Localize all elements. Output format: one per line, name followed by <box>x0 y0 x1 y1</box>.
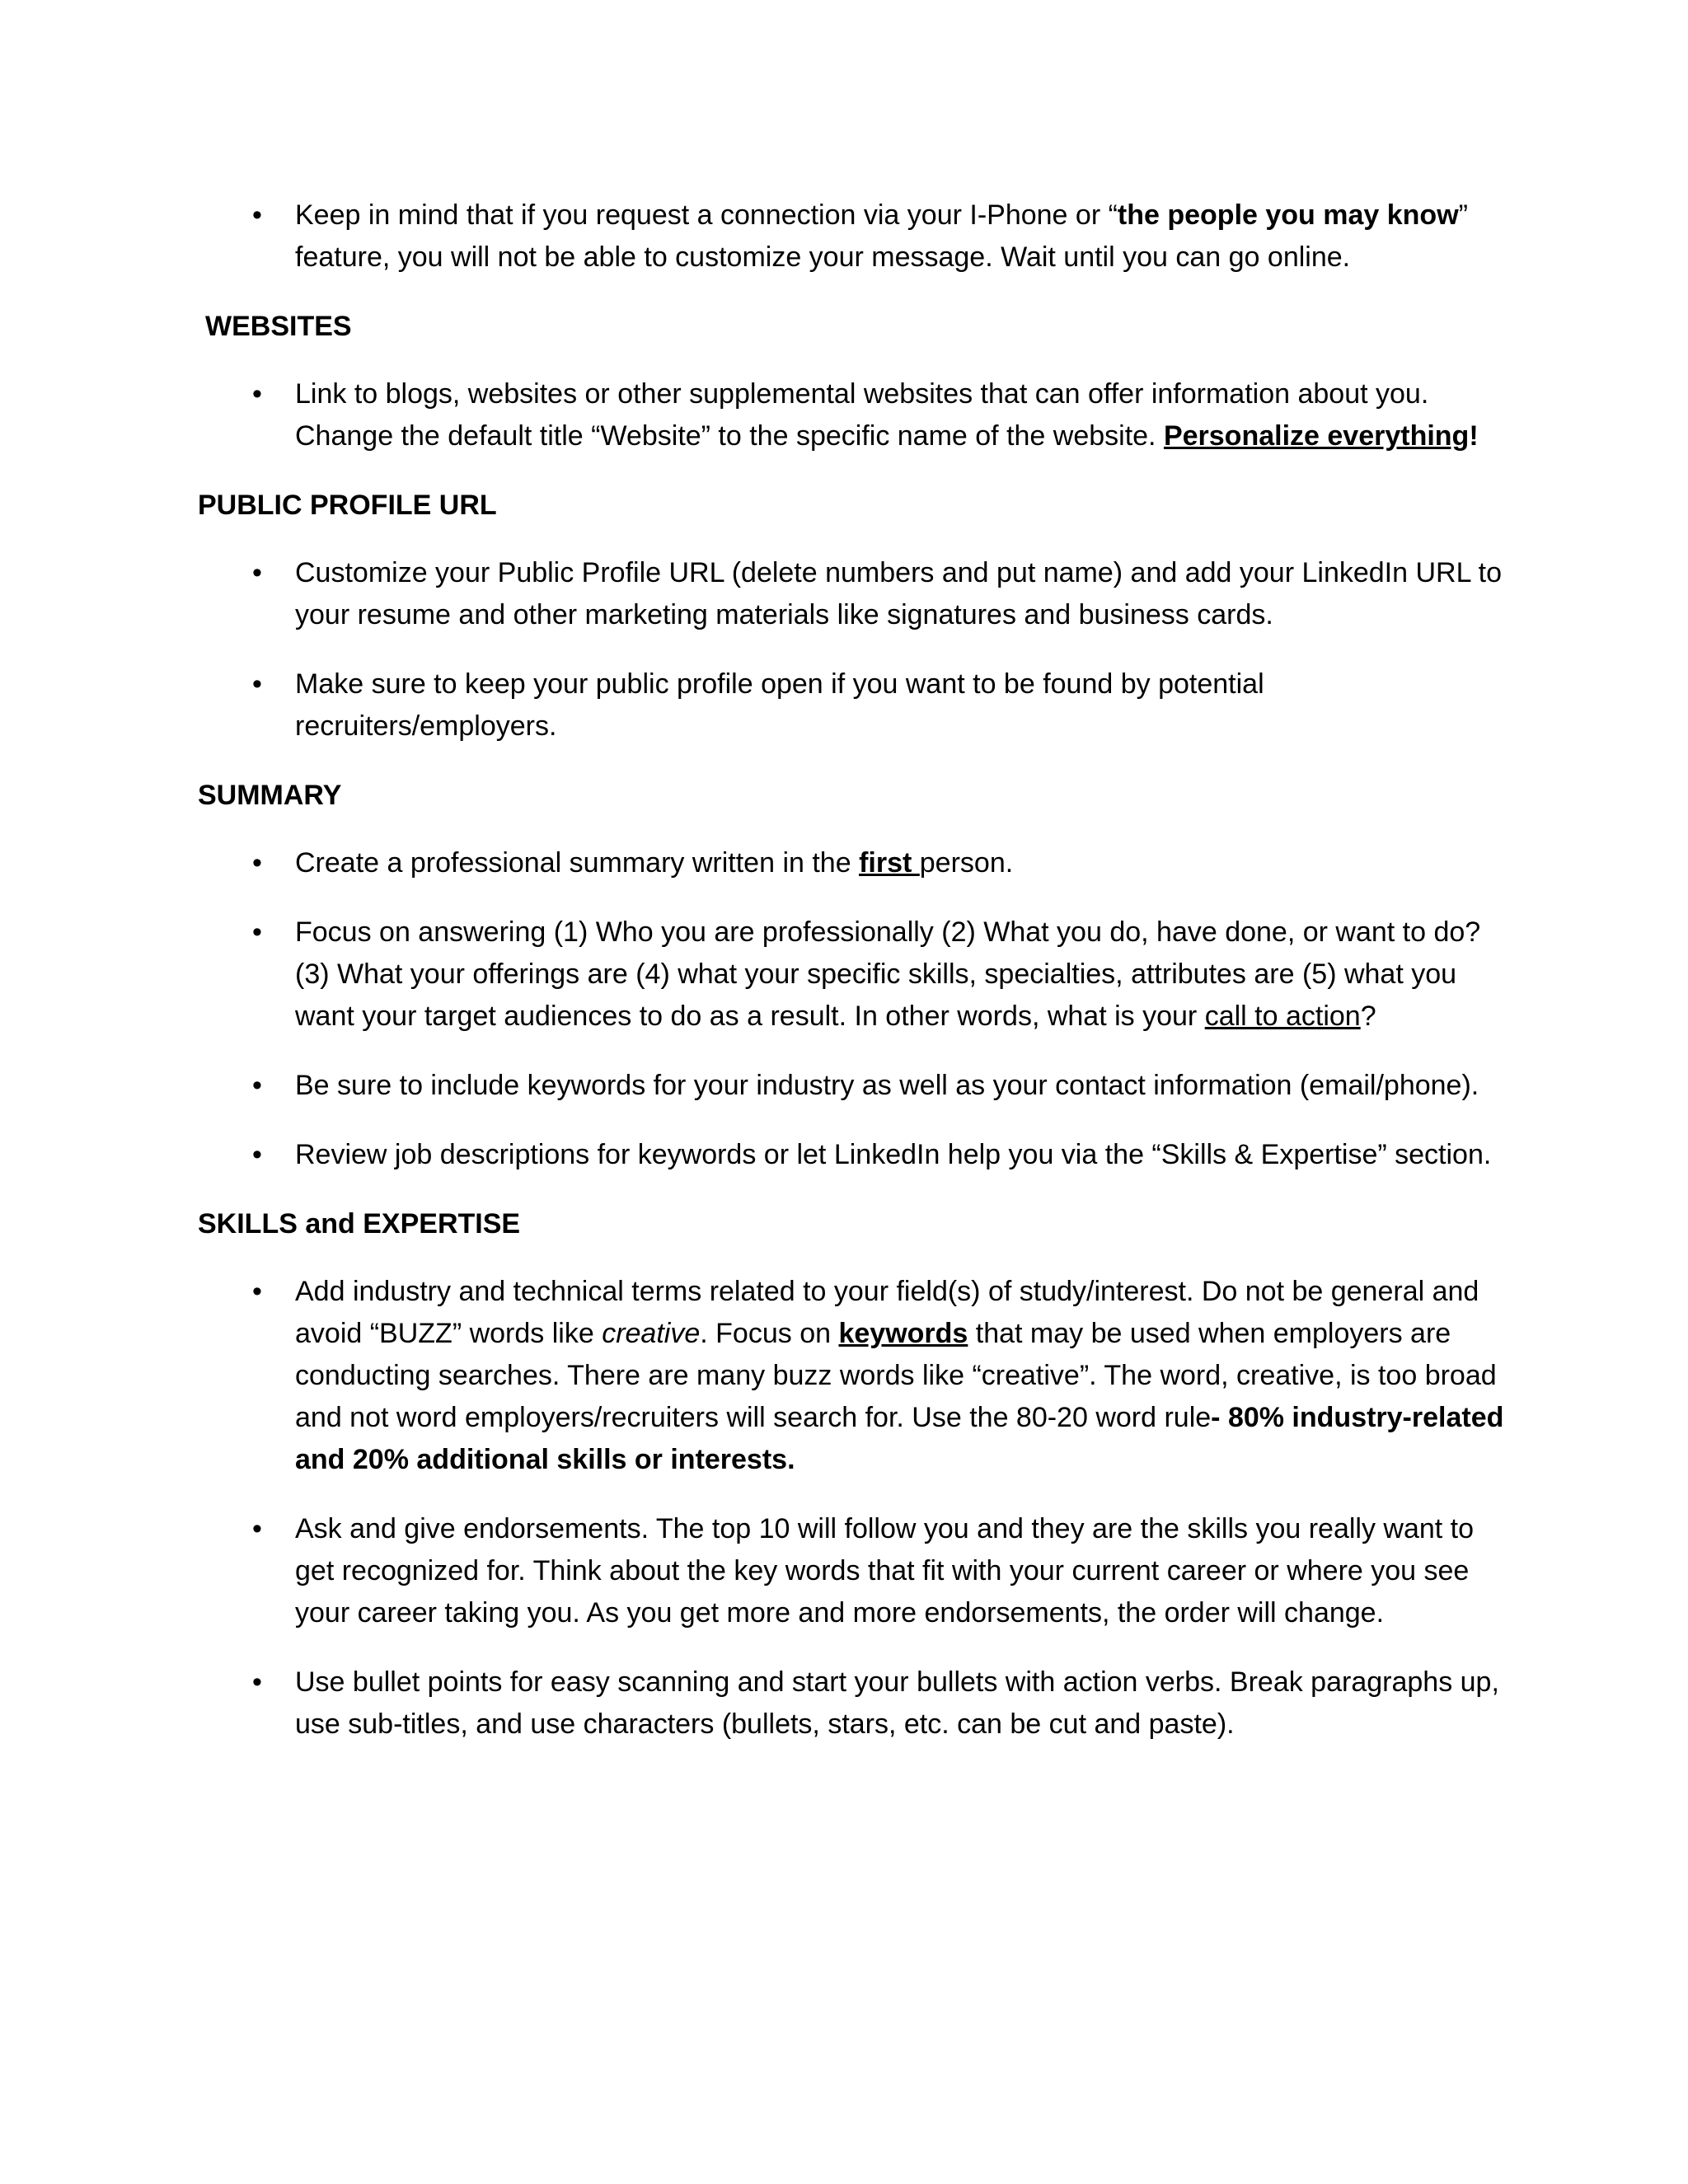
websites-bullet-list <box>198 373 1517 457</box>
bullet-text: ? <box>1360 1001 1376 1032</box>
bullet-text: . Focus on <box>700 1318 839 1349</box>
list-item <box>198 1065 1517 1107</box>
summary-heading: SUMMARY <box>198 780 342 811</box>
bold-underlined-phrase: Personalize everything <box>1163 420 1470 452</box>
skills-bullet-list <box>198 1271 1517 1746</box>
bullet-text: ” feature, you will not be able to customize your message. Wait until you can go online. <box>295 199 1468 273</box>
bullet-text: Keep in mind that if you request a connection via your I-Phone or “ <box>295 199 1118 231</box>
bullet-icon: • <box>252 199 262 231</box>
bullet-icon: • <box>252 1070 262 1101</box>
skills-heading: SKILLS and EXPERTISE <box>198 1208 521 1240</box>
summary-bullet-list <box>198 842 1517 1176</box>
bullet-icon: • <box>252 668 262 700</box>
bold-underlined-phrase: first <box>859 847 920 879</box>
list-item <box>198 194 1517 279</box>
bullet-icon: • <box>252 378 262 410</box>
bullet-text: Review job descriptions for keywords or let LinkedIn help you via the “Skills & Expertise” section. <box>295 1139 1492 1170</box>
websites-heading: WEBSITES <box>205 311 352 342</box>
bullet-text: Customize your Public Profile URL (delete numbers and put name) and add your LinkedIn URL to your resume and other marketing materials like signatures and business cards. <box>295 557 1503 630</box>
list-item <box>198 1134 1517 1176</box>
list-item <box>198 842 1517 884</box>
bullet-icon: • <box>252 847 262 879</box>
bullet-text: Use bullet points for easy scanning and start your bullets with action verbs. Break paragraphs up, use sub-titles, and use characters (bullets, stars, etc. can be cut and paste). <box>295 1666 1499 1740</box>
bold-underlined-phrase: keywords <box>838 1318 968 1349</box>
intro-bullet-list <box>198 194 1517 279</box>
bullet-text: Add industry and technical terms related to your field(s) of study/interest. Do not be general and avoid “BUZZ” words like <box>295 1276 1479 1349</box>
document-content <box>198 194 1517 1773</box>
list-item <box>198 552 1517 636</box>
bullet-text: Make sure to keep your public profile open if you want to be found by potential recruiters/employers. <box>295 668 1264 742</box>
bullet-text: Create a professional summary written in the <box>295 847 860 879</box>
bold-phrase: - 80% industry-related and 20% additional skills or interests. <box>295 1402 1504 1475</box>
public-profile-bullet-list <box>198 552 1517 748</box>
list-item <box>198 912 1517 1038</box>
bold-phrase: ! <box>1469 420 1479 452</box>
bold-phrase: the people you may know <box>1117 199 1459 231</box>
list-item <box>198 1661 1517 1746</box>
list-item <box>198 663 1517 748</box>
italic-phrase: creative <box>602 1318 701 1349</box>
bullet-icon: • <box>252 916 262 948</box>
bullet-text: Ask and give endorsements. The top 10 will follow you and they are the skills you really want to get recognized for. Think about the key words that fit with your current career or where you see your career taking you. As you get more and more endorsements, the order will change. <box>295 1513 1475 1629</box>
intro-section <box>198 194 1517 279</box>
list-item <box>198 1271 1517 1481</box>
list-item <box>198 373 1517 457</box>
underlined-phrase: call to action <box>1204 1001 1361 1032</box>
summary-section <box>198 775 1517 1176</box>
bullet-text: Focus on answering (1) Who you are professionally (2) What you do, have done, or want to do? (3) What your offerings are (4) what your specific skills, specialties, attributes are (5) what you want your target audiences to do as a result. In other words, what is your <box>295 916 1481 1032</box>
bullet-text: Link to blogs, websites or other supplemental websites that can offer information about you. Change the default title “Website” to the specific name of the website. <box>295 378 1429 452</box>
bullet-icon: • <box>252 557 262 588</box>
bullet-text: that may be used when employers are conducting searches. There are many buzz words like “creative”. The word, creative, is too broad and not word employers/recruiters will search for. Use the 80-20 word rule <box>295 1318 1497 1433</box>
skills-section <box>198 1203 1517 1746</box>
list-item <box>198 1508 1517 1634</box>
public-profile-heading: PUBLIC PROFILE URL <box>198 490 497 521</box>
public-profile-section <box>198 485 1517 748</box>
bullet-icon: • <box>252 1139 262 1170</box>
bullet-icon: • <box>252 1276 262 1307</box>
websites-section <box>198 306 1517 457</box>
bullet-text: person. <box>919 847 1014 879</box>
bullet-icon: • <box>252 1513 262 1544</box>
bullet-text: Be sure to include keywords for your industry as well as your contact information (email/phone). <box>295 1070 1479 1101</box>
bullet-icon: • <box>252 1666 262 1698</box>
